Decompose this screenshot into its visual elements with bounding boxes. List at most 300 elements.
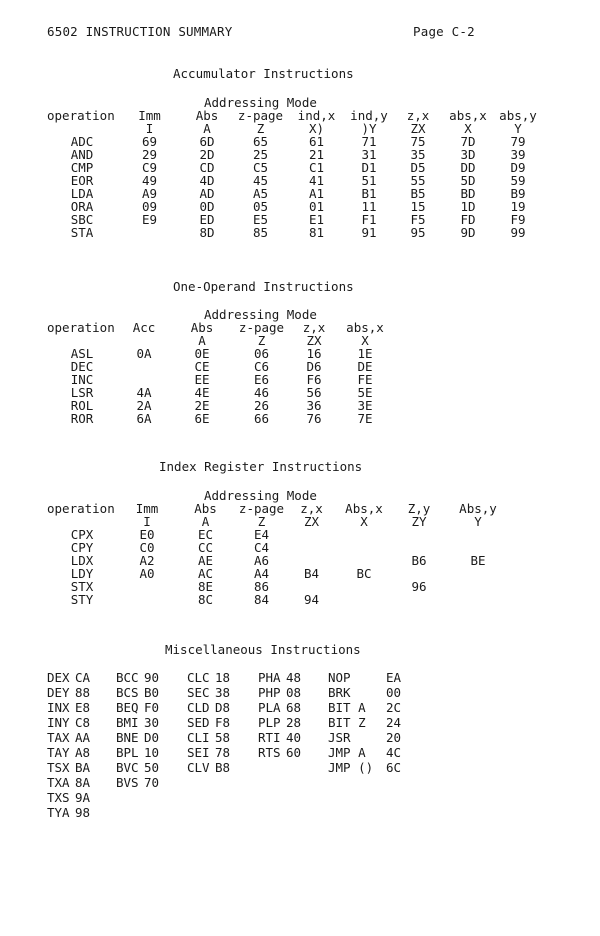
opcode-cell: FE bbox=[357, 372, 373, 387]
opcode-cell: 75 bbox=[410, 134, 426, 149]
table-row bbox=[47, 373, 392, 386]
list-item bbox=[47, 790, 91, 805]
opcode-cell: 39 bbox=[510, 147, 526, 162]
mnemonic: TXS bbox=[47, 790, 70, 805]
table-row bbox=[47, 554, 512, 567]
opcode-cell bbox=[394, 528, 444, 541]
opcode-cell: E5 bbox=[252, 212, 269, 227]
mnemonic: JSR bbox=[328, 730, 351, 745]
opcode-cell: CC bbox=[197, 540, 214, 555]
one-operand-section-title: One-Operand Instructions bbox=[173, 279, 354, 294]
opcode: F8 bbox=[215, 715, 231, 730]
list-item bbox=[116, 745, 160, 760]
column-header-row-cell: ind,y bbox=[350, 108, 388, 123]
column-header-row-cell: Abs,x bbox=[345, 501, 383, 516]
column-subheader-row-cell: I bbox=[143, 514, 151, 529]
opcode-cell bbox=[444, 593, 512, 606]
opcode-cell bbox=[117, 580, 177, 593]
column-subheader-row-cell: X bbox=[360, 514, 368, 529]
list-item bbox=[47, 685, 91, 700]
mnemonic: DEX bbox=[47, 670, 70, 685]
opcode-cell: 19 bbox=[510, 199, 526, 214]
opcode: 00 bbox=[386, 685, 402, 700]
column-subheader-row-cell: A bbox=[201, 514, 210, 529]
opcode: 24 bbox=[386, 715, 402, 730]
mnemonic-cell: LDA bbox=[70, 186, 94, 201]
opcode-cell: 0D bbox=[199, 199, 215, 214]
opcode-cell: C1 bbox=[308, 160, 325, 175]
opcode-cell: 3D bbox=[460, 147, 476, 162]
one-operand-addressing-mode-label: Addressing Mode bbox=[204, 307, 317, 322]
opcode: 28 bbox=[286, 715, 302, 730]
opcode-cell bbox=[334, 541, 394, 554]
mnemonic-cell: AND bbox=[70, 147, 94, 162]
opcode-cell: 41 bbox=[308, 173, 325, 188]
list-item bbox=[258, 745, 302, 760]
opcode: 60 bbox=[286, 745, 302, 760]
mnemonic-cell: CPX bbox=[70, 527, 94, 542]
mnemonic: TXA bbox=[47, 775, 70, 790]
mnemonic: TAY bbox=[47, 745, 70, 760]
opcode-cell: 81 bbox=[308, 225, 325, 240]
column-subheader-row-cell: ZX bbox=[303, 514, 320, 529]
mnemonic-cell: LSR bbox=[70, 385, 94, 400]
opcode: 8A bbox=[75, 775, 91, 790]
mnemonic-cell: LDY bbox=[70, 566, 94, 581]
mnemonic-cell: ORA bbox=[70, 199, 94, 214]
opcode-cell: 71 bbox=[361, 134, 377, 149]
list-item bbox=[328, 730, 402, 745]
list-item bbox=[258, 700, 302, 715]
opcode-cell: 6E bbox=[194, 411, 210, 426]
opcode-cell: DE bbox=[357, 359, 373, 374]
list-item bbox=[328, 745, 402, 760]
column-header-row-cell: z,x bbox=[406, 108, 430, 123]
opcode-cell: A0 bbox=[139, 566, 155, 581]
column-subheader-row-cell: I bbox=[145, 121, 154, 136]
opcode-cell: AE bbox=[197, 553, 214, 568]
opcode: 6C bbox=[386, 760, 402, 775]
opcode-cell: 94 bbox=[303, 592, 320, 607]
opcode-cell: FD bbox=[460, 212, 476, 227]
column-header-row-cell: z,x bbox=[300, 501, 323, 516]
opcode-cell: 5E bbox=[357, 385, 373, 400]
list-item bbox=[116, 670, 160, 685]
opcode-cell: 95 bbox=[410, 225, 426, 240]
table-row bbox=[47, 528, 512, 541]
table-row bbox=[47, 593, 512, 606]
mnemonic: DEY bbox=[47, 685, 70, 700]
opcode-cell: 8D bbox=[199, 225, 215, 240]
list-item bbox=[187, 745, 231, 760]
opcode: B8 bbox=[215, 760, 231, 775]
mnemonic: BRK bbox=[328, 685, 351, 700]
list-item bbox=[258, 685, 302, 700]
mnemonic: BCS bbox=[116, 685, 139, 700]
column-header-row-cell: Imm bbox=[135, 501, 159, 516]
opcode: 68 bbox=[286, 700, 302, 715]
opcode-cell: 29 bbox=[141, 147, 158, 162]
opcode-cell: A5 bbox=[252, 186, 269, 201]
list-item bbox=[258, 715, 302, 730]
mnemonic: BMI bbox=[116, 715, 139, 730]
opcode: 48 bbox=[286, 670, 302, 685]
index-register-table bbox=[47, 502, 512, 606]
column-header-row-cell: Imm bbox=[138, 108, 161, 123]
opcode-cell: 15 bbox=[410, 199, 426, 214]
mnemonic: BVC bbox=[116, 760, 139, 775]
opcode-cell: C6 bbox=[253, 359, 270, 374]
opcode-cell: 49 bbox=[141, 173, 158, 188]
table-row bbox=[47, 226, 542, 239]
table-row bbox=[47, 360, 392, 373]
misc-section-title: Miscellaneous Instructions bbox=[165, 642, 361, 657]
list-item bbox=[47, 715, 91, 730]
column-header-row-cell: z-page bbox=[238, 501, 285, 516]
list-item bbox=[328, 715, 402, 730]
accumulator-table bbox=[47, 109, 542, 239]
opcode-cell: 3E bbox=[357, 398, 373, 413]
column-header-row-cell: z-page bbox=[237, 108, 284, 123]
opcode-cell: ED bbox=[199, 212, 215, 227]
opcode-cell bbox=[394, 593, 444, 606]
opcode-cell: 45 bbox=[252, 173, 269, 188]
opcode-cell: A4 bbox=[253, 566, 270, 581]
mnemonic: RTI bbox=[258, 730, 281, 745]
opcode-cell bbox=[334, 593, 394, 606]
opcode-cell: 2D bbox=[199, 147, 215, 162]
opcode-cell: 8C bbox=[197, 592, 214, 607]
column-header-row-cell: Abs bbox=[190, 320, 214, 335]
list-item bbox=[47, 730, 91, 745]
opcode-cell: 6D bbox=[199, 134, 215, 149]
opcode-cell: 05 bbox=[252, 199, 269, 214]
opcode-cell: B1 bbox=[361, 186, 377, 201]
mnemonic-cell: STA bbox=[70, 225, 94, 240]
table-row bbox=[47, 386, 392, 399]
opcode: F0 bbox=[144, 700, 160, 715]
list-item bbox=[328, 685, 402, 700]
mnemonic-cell: STX bbox=[70, 579, 94, 594]
opcode: AA bbox=[75, 730, 91, 745]
opcode-cell: 26 bbox=[253, 398, 270, 413]
opcode-cell: A6 bbox=[253, 553, 270, 568]
mnemonic: SEI bbox=[187, 745, 210, 760]
opcode-cell: 79 bbox=[510, 134, 526, 149]
index-register-addressing-mode-label: Addressing Mode bbox=[204, 488, 317, 503]
opcode: D0 bbox=[144, 730, 160, 745]
mnemonic: TAX bbox=[47, 730, 70, 745]
accumulator-addressing-mode-label: Addressing Mode bbox=[204, 95, 317, 110]
opcode-cell: 91 bbox=[361, 225, 377, 240]
table-row bbox=[47, 347, 392, 360]
opcode-cell: DD bbox=[460, 160, 476, 175]
mnemonic-cell: STY bbox=[70, 592, 94, 607]
opcode-cell: 4A bbox=[136, 385, 152, 400]
opcode: BA bbox=[75, 760, 91, 775]
column-header-row-cell: operation bbox=[47, 501, 115, 516]
opcode: C8 bbox=[75, 715, 91, 730]
column-subheader-row-cell: Z bbox=[256, 121, 265, 136]
list-item bbox=[47, 760, 91, 775]
column-header-row-cell: Abs bbox=[195, 108, 219, 123]
opcode-cell: E9 bbox=[141, 212, 158, 227]
opcode-cell: E4 bbox=[253, 527, 270, 542]
opcode: 4C bbox=[386, 745, 402, 760]
column-subheader-row-cell: Y bbox=[514, 121, 522, 136]
opcode-cell: 36 bbox=[306, 398, 322, 413]
opcode-cell: 35 bbox=[410, 147, 426, 162]
column-header-row-cell: Z,y bbox=[407, 501, 431, 516]
list-item bbox=[47, 805, 91, 820]
mnemonic: CLV bbox=[187, 760, 210, 775]
opcode-cell: 86 bbox=[253, 579, 270, 594]
column-header-row bbox=[47, 321, 392, 334]
column-subheader-row bbox=[47, 334, 392, 347]
opcode-cell: E1 bbox=[308, 212, 325, 227]
opcode-cell: C0 bbox=[139, 540, 155, 555]
opcode-cell: A2 bbox=[139, 553, 155, 568]
opcode: A8 bbox=[75, 745, 91, 760]
opcode: 50 bbox=[144, 760, 160, 775]
mnemonic-cell: INC bbox=[70, 372, 94, 387]
page-number: Page C-2 bbox=[413, 24, 475, 39]
one-operand-table bbox=[47, 321, 392, 425]
opcode-cell: 0E bbox=[194, 346, 210, 361]
opcode: 08 bbox=[286, 685, 302, 700]
opcode-cell: D9 bbox=[510, 160, 526, 175]
list-item bbox=[258, 730, 302, 745]
opcode-cell: D6 bbox=[306, 359, 322, 374]
mnemonic-cell: CMP bbox=[70, 160, 94, 175]
list-item bbox=[187, 685, 231, 700]
opcode: 40 bbox=[286, 730, 302, 745]
list-item bbox=[116, 760, 160, 775]
opcode: EA bbox=[386, 670, 402, 685]
opcode: 98 bbox=[75, 805, 91, 820]
list-item bbox=[258, 670, 302, 685]
opcode: 78 bbox=[215, 745, 231, 760]
opcode-cell: 84 bbox=[253, 592, 270, 607]
column-header-row-cell: z,x bbox=[302, 320, 326, 335]
opcode-cell: 1E bbox=[357, 346, 373, 361]
table-row bbox=[47, 580, 512, 593]
mnemonic: CLC bbox=[187, 670, 210, 685]
opcode: 10 bbox=[144, 745, 160, 760]
opcode-cell: 21 bbox=[308, 147, 325, 162]
opcode-cell: 7D bbox=[460, 134, 476, 149]
mnemonic-cell: CPY bbox=[70, 540, 94, 555]
list-item bbox=[116, 730, 160, 745]
opcode-cell: BD bbox=[460, 186, 476, 201]
opcode-cell: 55 bbox=[410, 173, 426, 188]
mnemonic-cell: ASL bbox=[70, 346, 94, 361]
opcode-cell: A1 bbox=[308, 186, 325, 201]
mnemonic: BEQ bbox=[116, 700, 139, 715]
table-row bbox=[47, 541, 512, 554]
list-item bbox=[116, 700, 160, 715]
opcode-cell: AC bbox=[197, 566, 214, 581]
column-subheader-row-cell: ZY bbox=[411, 514, 427, 529]
column-header-row bbox=[47, 502, 512, 515]
list-item bbox=[328, 670, 402, 685]
opcode-cell bbox=[334, 580, 394, 593]
column-subheader-row-cell: A bbox=[203, 121, 211, 136]
opcode-cell: 69 bbox=[141, 134, 158, 149]
list-item bbox=[187, 700, 231, 715]
column-subheader-row-cell: Z bbox=[257, 333, 266, 348]
mnemonic: NOP bbox=[328, 670, 351, 685]
opcode-cell: 59 bbox=[510, 173, 526, 188]
opcode-cell: E0 bbox=[139, 527, 155, 542]
mnemonic: BNE bbox=[116, 730, 139, 745]
opcode-cell: 6A bbox=[136, 411, 152, 426]
list-item bbox=[116, 685, 160, 700]
opcode-cell: EC bbox=[197, 527, 214, 542]
opcode: 18 bbox=[215, 670, 231, 685]
list-item bbox=[187, 670, 231, 685]
document-title: 6502 INSTRUCTION SUMMARY bbox=[47, 24, 233, 39]
mnemonic-cell: ROR bbox=[70, 411, 94, 426]
column-subheader-row-cell: A bbox=[198, 333, 206, 348]
opcode-cell: 25 bbox=[252, 147, 269, 162]
mnemonic: INX bbox=[47, 700, 70, 715]
opcode-cell: 4E bbox=[194, 385, 210, 400]
column-header-row-cell: Acc bbox=[132, 320, 156, 335]
column-subheader-row-cell: Y bbox=[474, 514, 482, 529]
opcode-cell: 96 bbox=[411, 579, 427, 594]
column-subheader-row-cell: )Y bbox=[361, 121, 377, 136]
mnemonic-cell: EOR bbox=[70, 173, 94, 188]
list-item bbox=[47, 700, 91, 715]
opcode-cell: F5 bbox=[410, 212, 426, 227]
mnemonic-cell: SBC bbox=[70, 212, 94, 227]
mnemonic: BIT Z bbox=[328, 715, 366, 730]
accumulator-section-title: Accumulator Instructions bbox=[173, 66, 354, 81]
column-header-row-cell: z-page bbox=[238, 320, 285, 335]
opcode-cell: 51 bbox=[361, 173, 377, 188]
opcode: 9A bbox=[75, 790, 91, 805]
opcode: 88 bbox=[75, 685, 91, 700]
opcode-cell: AD bbox=[199, 186, 215, 201]
opcode-cell: 61 bbox=[308, 134, 325, 149]
list-item bbox=[187, 715, 231, 730]
column-subheader-row-cell: X bbox=[361, 333, 369, 348]
opcode-cell: 66 bbox=[253, 411, 270, 426]
opcode-cell: 16 bbox=[306, 346, 322, 361]
list-item bbox=[187, 760, 231, 775]
opcode-cell: 8E bbox=[197, 579, 214, 594]
list-item bbox=[328, 700, 402, 715]
opcode-cell: 2E bbox=[194, 398, 210, 413]
opcode-cell bbox=[334, 528, 394, 541]
mnemonic: BCC bbox=[116, 670, 139, 685]
column-subheader-row bbox=[47, 515, 512, 528]
list-item bbox=[47, 775, 91, 790]
opcode: 20 bbox=[386, 730, 402, 745]
opcode: D8 bbox=[215, 700, 231, 715]
mnemonic: JMP A bbox=[328, 745, 366, 760]
opcode-cell: 46 bbox=[253, 385, 270, 400]
opcode-cell: 5D bbox=[460, 173, 476, 188]
mnemonic: INY bbox=[47, 715, 70, 730]
opcode-cell bbox=[444, 567, 512, 580]
column-subheader-row-cell: X) bbox=[308, 121, 325, 136]
opcode-cell: F6 bbox=[306, 372, 322, 387]
mnemonic: SEC bbox=[187, 685, 210, 700]
opcode: E8 bbox=[75, 700, 91, 715]
opcode: 2C bbox=[386, 700, 402, 715]
list-item bbox=[116, 715, 160, 730]
column-header-row-cell: operation bbox=[47, 320, 115, 335]
opcode-cell: E6 bbox=[253, 372, 270, 387]
opcode-cell: F1 bbox=[361, 212, 377, 227]
opcode-cell bbox=[444, 528, 512, 541]
opcode: 70 bbox=[144, 775, 160, 790]
mnemonic: SED bbox=[187, 715, 210, 730]
opcode-cell: 31 bbox=[361, 147, 377, 162]
table-row bbox=[47, 399, 392, 412]
opcode-cell: 7E bbox=[357, 411, 373, 426]
mnemonic: CLD bbox=[187, 700, 210, 715]
opcode-cell: BC bbox=[356, 566, 372, 581]
column-subheader-row-cell: ZX bbox=[410, 121, 426, 136]
mnemonic: BVS bbox=[116, 775, 139, 790]
mnemonic: TSX bbox=[47, 760, 70, 775]
list-item bbox=[187, 730, 231, 745]
opcode-cell: 11 bbox=[361, 199, 377, 214]
opcode-cell: 65 bbox=[252, 134, 269, 149]
opcode-cell: F9 bbox=[510, 212, 526, 227]
opcode-cell: C5 bbox=[252, 160, 269, 175]
opcode-cell: 9D bbox=[460, 225, 476, 240]
opcode: 58 bbox=[215, 730, 231, 745]
list-item bbox=[47, 670, 91, 685]
table-row bbox=[47, 412, 392, 425]
opcode-cell: 85 bbox=[252, 225, 269, 240]
opcode-cell: 01 bbox=[308, 199, 325, 214]
opcode-cell: 0A bbox=[136, 346, 152, 361]
mnemonic: BPL bbox=[116, 745, 139, 760]
opcode-cell: B5 bbox=[410, 186, 426, 201]
index-register-section-title: Index Register Instructions bbox=[159, 459, 363, 474]
column-header-row-cell: abs,y bbox=[499, 108, 537, 123]
opcode-cell: 06 bbox=[253, 346, 270, 361]
opcode-cell: C9 bbox=[141, 160, 158, 175]
column-header-row-cell: Abs bbox=[194, 501, 217, 516]
opcode-cell: 56 bbox=[306, 385, 322, 400]
opcode: 38 bbox=[215, 685, 231, 700]
opcode-cell: 09 bbox=[141, 199, 158, 214]
opcode-cell bbox=[117, 226, 182, 239]
column-header-row-cell: operation bbox=[47, 108, 115, 123]
mnemonic-cell: LDX bbox=[70, 553, 94, 568]
opcode: 90 bbox=[144, 670, 160, 685]
opcode-cell: D5 bbox=[410, 160, 426, 175]
opcode: 30 bbox=[144, 715, 160, 730]
mnemonic: BIT A bbox=[328, 700, 366, 715]
mnemonic: PHP bbox=[258, 685, 281, 700]
list-item bbox=[328, 760, 402, 775]
opcode-cell: EE bbox=[194, 372, 210, 387]
mnemonic-cell: DEC bbox=[70, 359, 94, 374]
column-header-row-cell: Abs,y bbox=[459, 501, 497, 516]
opcode-cell: CD bbox=[199, 160, 215, 175]
list-item bbox=[116, 775, 160, 790]
mnemonic: RTS bbox=[258, 745, 281, 760]
opcode-cell: C4 bbox=[253, 540, 270, 555]
opcode-cell bbox=[117, 593, 177, 606]
